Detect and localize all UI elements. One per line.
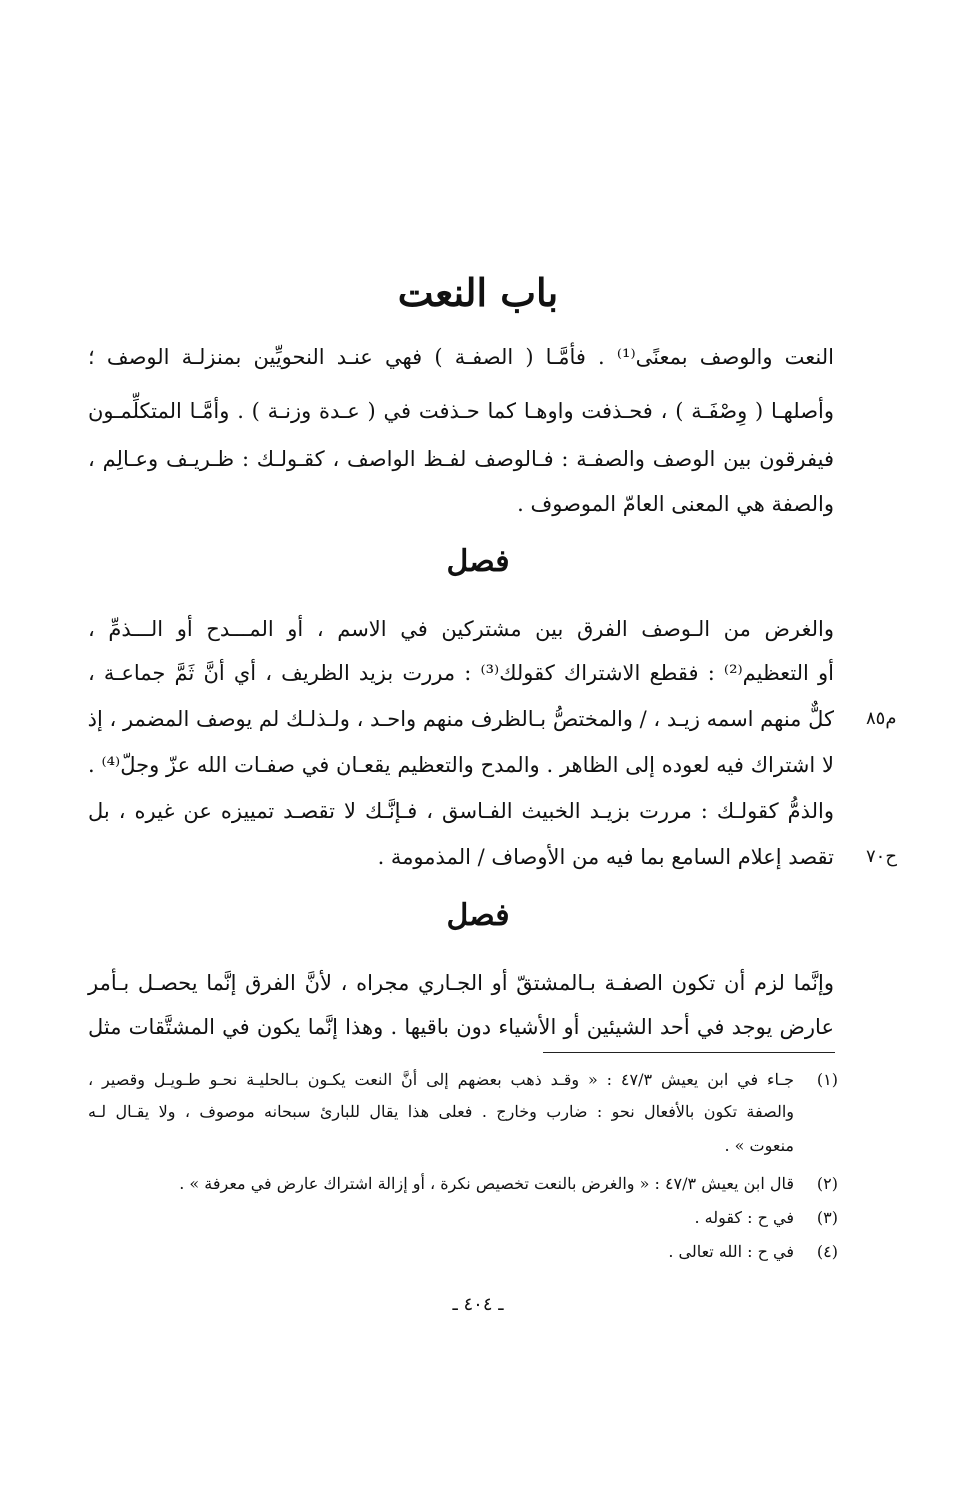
para1-line-2: وأصلهـا ( وِصْفَـة ) ، فحـذفت واوهـا كما حـذفت في ( عـدة وزنـة ) . وأمَّـا المتكلِّمـون	[88, 399, 834, 423]
para2-line-2: أو التعظيم⁽²⁾ : فقطع الاشتراك كقولك⁽³⁾ : مررت بزيد الظريف ، أي أنَّ ثَمَّ جماعـة ،	[88, 661, 834, 685]
footnote-3-line-1: في ح : كقوله .	[694, 1208, 794, 1227]
para1-line-3: فيفرقون بين الوصف والصفـة : فـالوصف لفـظ الواصف ، كقـولـك : ظـريـف وعـالِم ،	[88, 447, 834, 471]
para2-line-5: والذمُّ كقولـك : مررت بزيـد الخبيث الفـاسق ، فـإنَّـك لا تقصـد تمييزه عن غيره ، بل	[88, 799, 834, 823]
section-heading-2: فصل	[446, 898, 510, 933]
footnote-1-number: (١)	[816, 1070, 838, 1089]
para3-line-1: وإنَّما لزم أن تكون الصفـة بـالمشتقّ أو الجـاري مجراه ، لأنَّ الفرق إنَّما يحصـل بـأمر	[88, 971, 834, 995]
footnote-1-line-2: والصفة تكون بالأفعال نحو : ضارب وخارج . فعلى هذا يقال للبارئ سبحانه موصوف ، ولا يقـال لـه	[88, 1102, 794, 1121]
footnote-2-number: (٢)	[816, 1174, 838, 1193]
footnote-2-line-1: قال ابن يعيش ٤٧/٣ : « والغرض بالنعت تخصيص نكرة ، أو إزالة اشتراك عارض في معرفة » .	[179, 1174, 794, 1193]
section-heading-1: فصل	[446, 544, 510, 579]
para1-line-4: والصفة هي المعنى العامّ الموصوف .	[517, 492, 834, 516]
para2-line-6: تقصد إعلام السامع بما فيه من الأوصاف / المذمومة .	[377, 845, 834, 869]
footnote-1-line-3: منعوت » .	[724, 1136, 794, 1155]
footnote-4-line-1: في ح : الله تعالى .	[668, 1242, 794, 1261]
para2-line-1: والغرض من الـوصف الفرق بين مشتركين في الاسم ، أو المـــدح أو الـــذمِّ ،	[88, 617, 834, 641]
footnote-1-line-1: جـاء في ابن يعيش ٤٧/٣ : « وقـد ذهب بعضهم إلى أنَّ النعت يكـون بـالحليـة نحـو طـويـل وقصير ،	[88, 1070, 795, 1089]
para2-line-4: لا اشتراك فيه لعوده إلى الظاهر . والمدح والتعظيم يقعـان في صفـات الله عزّ وجلّ⁽⁴⁾ .	[88, 753, 834, 777]
footnote-separator	[543, 1052, 835, 1053]
para3-line-2: عارض يوجد في أحد الشيئين أو الأشياء دون باقيها . وهذا إنَّما يكون في المشتَّقات مثل	[88, 1015, 834, 1039]
page-number: ـ ٤٠٤ ـ	[452, 1294, 504, 1315]
footnote-3-number: (٣)	[816, 1208, 838, 1227]
margin-note-h70: ح٧٠	[866, 846, 897, 867]
chapter-title: باب النعت	[397, 270, 559, 315]
para1-line-1: النعت والوصف بمعنًى⁽¹⁾ . فأمَّـا ( الصفـة ) فهي عنـد النحويِّين بمنزلـة الوصف ؛	[88, 345, 834, 369]
footnote-4-number: (٤)	[816, 1242, 838, 1261]
margin-note-m85: م٨٥	[866, 708, 897, 729]
para2-line-3: كلٌّ منهم اسمه زيـد ، / والمختصُّ بـالظرف منهم واحـد ، ولـذلـك لم يوصف المضمر ، إذ	[87, 707, 834, 731]
